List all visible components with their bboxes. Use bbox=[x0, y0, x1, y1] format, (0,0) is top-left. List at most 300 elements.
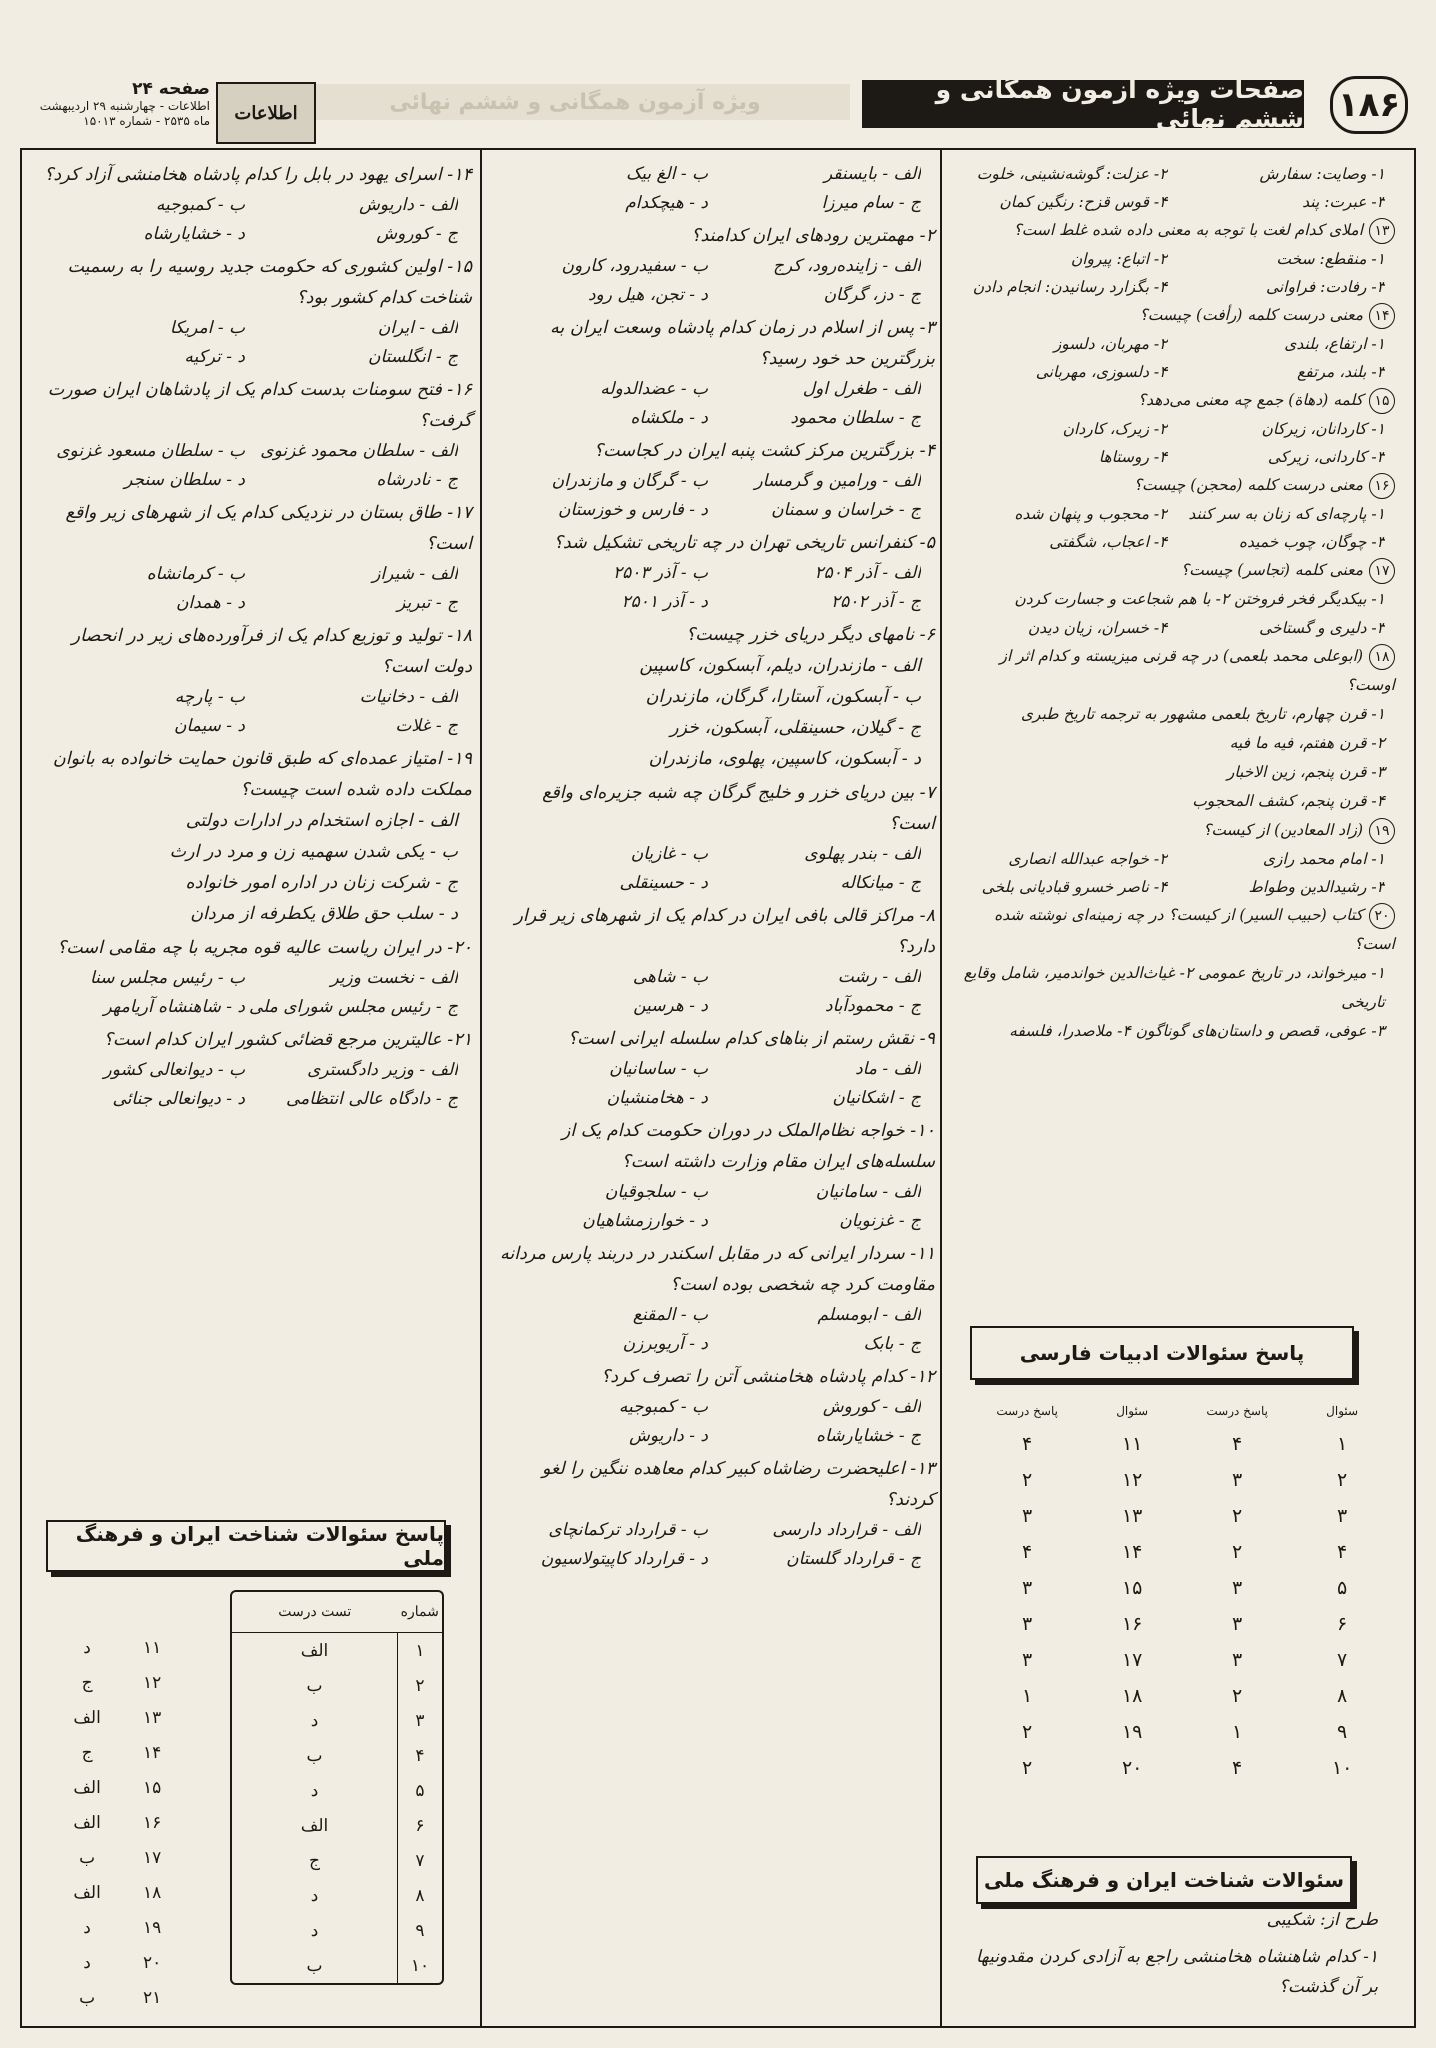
table-cell: ۱ bbox=[1337, 1433, 1348, 1455]
question-item bbox=[495, 1024, 935, 1113]
table-cell: ۱۸ bbox=[1121, 1685, 1143, 1707]
table-cell: ۳ bbox=[1022, 1505, 1033, 1527]
option: ۴- قوس قزح: رنگین کمان bbox=[999, 193, 1168, 211]
question-text: ۲۱- عالیترین مرجع قضائی کشور ایران کدام است؟ bbox=[103, 1030, 472, 1050]
question-item bbox=[495, 313, 935, 433]
iran-questions-title: سئوالات شناخت ایران و فرهنگ ملی bbox=[976, 1856, 1352, 1904]
option-row bbox=[950, 443, 1395, 471]
option: د - فارس و خوزستان bbox=[558, 500, 708, 520]
question-item bbox=[495, 160, 935, 218]
table-cell: د bbox=[83, 1637, 91, 1658]
option-line: ۱- میرخواند، در تاریخ عمومی ۲- غیاث‌الدین خواندمیر، شامل وقایع تاریخی bbox=[963, 964, 1385, 1011]
question-text: ۱۰- خواجه نظام‌الملک در دوران حکومت کدام یک از سلسله‌های ایران مقام وزارت داشته است؟ bbox=[561, 1121, 935, 1172]
table-cell: ب bbox=[306, 1675, 323, 1696]
designer-credit: طرح از: شکیبی bbox=[1266, 1910, 1378, 1930]
table-cell: ۴ bbox=[1232, 1757, 1243, 1779]
option-grid bbox=[32, 1056, 472, 1114]
table-cell: ۲ bbox=[1022, 1757, 1033, 1779]
option: ج - سلطان محمود bbox=[790, 408, 921, 428]
question-text: ۸- مراکز قالی بافی ایران در کدام یک از شهرهای زیر قرار دارد؟ bbox=[514, 906, 935, 957]
table-cell: د bbox=[83, 1917, 91, 1938]
column-divider bbox=[940, 150, 942, 2026]
option-grid bbox=[32, 964, 472, 1022]
question-item bbox=[495, 901, 935, 1021]
option-line: ب - آبسکون، آستارا، گرگان، مازندران bbox=[645, 687, 921, 707]
question-item bbox=[950, 301, 1395, 330]
option-row bbox=[950, 188, 1395, 216]
option: ۴- خسران، زیان دیدن bbox=[1027, 619, 1168, 637]
table-cell: د bbox=[83, 1952, 91, 1973]
column-divider bbox=[480, 150, 482, 2026]
table-cell: الف bbox=[300, 1640, 329, 1661]
option: الف - طغرل اول bbox=[802, 379, 921, 399]
literature-answers-table bbox=[958, 1396, 1378, 1786]
middle-column-questions bbox=[495, 160, 935, 1577]
option: ج - تبریز bbox=[397, 593, 458, 613]
question-number: ۱۴ bbox=[1369, 303, 1395, 329]
option: ب - المقنع bbox=[632, 1305, 708, 1325]
table-cell: ۱۲ bbox=[142, 1672, 162, 1693]
option: ۱- منقطع: سخت bbox=[1276, 250, 1385, 268]
table-row bbox=[958, 1642, 1378, 1678]
option: ۳- بلند، مرتفع bbox=[1297, 363, 1385, 381]
table-row bbox=[958, 1534, 1378, 1570]
option-line: ۱- قرن چهارم، تاریخ بلعمی مشهور به ترجمه تاریخ طبری bbox=[1020, 705, 1385, 723]
option-grid bbox=[32, 560, 472, 618]
page-label: صفحه ۲۴ bbox=[132, 79, 210, 99]
option: د - آذر ۲۵۰۱ bbox=[621, 592, 708, 612]
option: ۲- عزلت: گوشه‌نشینی، خلوت bbox=[976, 165, 1168, 183]
option: ج - محمودآباد bbox=[825, 996, 921, 1016]
question-text: معنی درست کلمه (رأفت) چیست؟ bbox=[1139, 306, 1363, 324]
table-header: تست درست bbox=[232, 1592, 398, 1633]
option: ج - قرارداد گلستان bbox=[786, 1549, 921, 1569]
table-cell: ۳ bbox=[1232, 1469, 1243, 1491]
table-cell: ۱۱ bbox=[1121, 1433, 1143, 1455]
option: د - خشایارشاه bbox=[143, 224, 245, 244]
table-row bbox=[232, 1913, 442, 1948]
table-row bbox=[48, 1700, 178, 1735]
option: ج - اشکانیان bbox=[832, 1088, 921, 1108]
option: ب - پارچه bbox=[174, 687, 245, 707]
question-item bbox=[495, 1362, 935, 1451]
table-cell: د bbox=[310, 1885, 319, 1906]
issue-line-2: ماه ۲۵۳۵ - شماره ۱۵۰۱۳ bbox=[83, 114, 210, 128]
option: ب - دیوانعالی کشور bbox=[103, 1060, 245, 1080]
table-cell: ۲ bbox=[1022, 1469, 1033, 1491]
option: ۲- اتباع: پیروان bbox=[1070, 250, 1168, 268]
table-cell: ۱۶ bbox=[1121, 1613, 1143, 1635]
option-row bbox=[950, 358, 1395, 386]
option-line: الف - مازندران، دیلم، آبسکون، کاسپین bbox=[639, 656, 921, 676]
question-text: کلمه (دهاة) جمع چه معنی می‌دهد؟ bbox=[1137, 391, 1363, 409]
table-cell: ۱۰ bbox=[1331, 1757, 1353, 1779]
option: ۴- ناصر خسرو قبادیانی بلخی bbox=[981, 878, 1168, 896]
table-row bbox=[958, 1714, 1378, 1750]
table-cell: ۱۹ bbox=[142, 1917, 162, 1938]
option-line: ج - گیلان، حسینقلی، آبسکون، خزر bbox=[670, 718, 921, 738]
table-cell: ۹ bbox=[1337, 1721, 1348, 1743]
table-cell: ۲ bbox=[1337, 1469, 1348, 1491]
option: ب - کمبوجیه bbox=[155, 195, 245, 215]
table-cell: ۳ bbox=[1022, 1649, 1033, 1671]
option: الف - ورامین و گرمسار bbox=[754, 471, 921, 491]
option: د - شاهنشاه آریامهر bbox=[103, 997, 245, 1017]
table-cell: ۴ bbox=[1232, 1433, 1243, 1455]
option: ج - بابک bbox=[863, 1334, 921, 1354]
question-number: ۱۹ bbox=[1369, 818, 1395, 844]
table-cell: ۱ bbox=[398, 1633, 443, 1669]
question-number: ۱۸ bbox=[1369, 644, 1395, 670]
option: ۱- ارتفاع، بلندی bbox=[1284, 335, 1385, 353]
table-cell: ۴ bbox=[1337, 1541, 1348, 1563]
option-line: ب - یکی شدن سهمیه زن و مرد در ارث bbox=[169, 842, 458, 862]
option-grid bbox=[495, 467, 935, 525]
table-cell: ۲ bbox=[1022, 1721, 1033, 1743]
issue-line-1: اطلاعات - چهارشنبه ۲۹ اردیبهشت bbox=[39, 99, 210, 113]
option: ب - قرارداد ترکمانچای bbox=[548, 1520, 708, 1540]
option-line: د - آبسکون، کاسپین، پهلوی، مازندران bbox=[648, 749, 921, 769]
option: الف - ماد bbox=[855, 1059, 921, 1079]
table-row bbox=[232, 1668, 442, 1703]
option: د - سیمان bbox=[174, 716, 245, 736]
table-cell: ۱۴ bbox=[142, 1742, 162, 1763]
table-header: پاسخ درست bbox=[1206, 1404, 1268, 1418]
right-column-questions bbox=[950, 160, 1395, 1330]
option: ۳- عبرت: پند bbox=[1302, 193, 1385, 211]
table-cell: ۱۵ bbox=[142, 1777, 162, 1798]
question-item bbox=[950, 556, 1395, 585]
option: الف - سامانیان bbox=[815, 1182, 921, 1202]
table-cell: ۱۴ bbox=[1121, 1541, 1143, 1563]
option-line: ۲- قرن هفتم، فیه ما فیه bbox=[1229, 734, 1385, 752]
question-text: ۴- بزرگترین مرکز کشت پنبه ایران در کجاست؟ bbox=[593, 441, 935, 461]
page-number-badge: ۱۸۶ bbox=[1330, 76, 1408, 134]
option: الف - رشت bbox=[837, 967, 921, 987]
question-item bbox=[495, 1239, 935, 1359]
question-item bbox=[32, 498, 472, 618]
table-row bbox=[232, 1773, 442, 1808]
question-number: ۱۷ bbox=[1369, 558, 1395, 584]
option: ۴- دلسوزی، مهربانی bbox=[1035, 363, 1168, 381]
option: ۲- خواجه عبدالله انصاری bbox=[1008, 850, 1168, 868]
table-cell: ۱۷ bbox=[142, 1847, 162, 1868]
faint-title: ویژه آزمون همگانی و ششم نهائی bbox=[300, 84, 850, 120]
table-row bbox=[958, 1678, 1378, 1714]
option: ۳- رفادت: فراوانی bbox=[1265, 278, 1385, 296]
option: ج - انگلستان bbox=[368, 347, 458, 367]
table-row bbox=[232, 1703, 442, 1738]
question-text: ۷- بین دریای خزر و خلیج گرگان چه شبه جزیره‌ای واقع است؟ bbox=[542, 783, 935, 834]
question-item bbox=[950, 386, 1395, 415]
option: الف - زاینده‌رود، کرج bbox=[772, 256, 921, 276]
option: الف - ایران bbox=[377, 318, 458, 338]
question-text: ۱۳- اعلیحضرت رضاشاه کبیر کدام معاهده ننگین را لغو کردند؟ bbox=[541, 1459, 935, 1510]
option-grid bbox=[32, 437, 472, 495]
question-text: ۶- نامهای دیگر دریای خزر چیست؟ bbox=[685, 625, 935, 645]
question-text: معنی درست کلمه (محجن) چیست؟ bbox=[1133, 476, 1363, 494]
option-grid bbox=[32, 314, 472, 372]
option-line: ۳- عوفی، قصص و داستان‌های گوناگون ۴- ملاصدرا، فلسفه bbox=[1009, 1022, 1385, 1040]
option: الف - نخست وزیر bbox=[330, 968, 458, 988]
table-cell: ۷ bbox=[398, 1843, 443, 1878]
question-text: ۱۵- اولین کشوری که حکومت جدید روسیه را به رسمیت شناخت کدام کشور بود؟ bbox=[67, 257, 472, 308]
iran-answers-table bbox=[36, 1590, 456, 2016]
option: ب - سلجوقیان bbox=[604, 1182, 708, 1202]
option: ب - عضدالدوله bbox=[600, 379, 708, 399]
table-cell: ۳ bbox=[398, 1703, 443, 1738]
option-row bbox=[950, 614, 1395, 642]
option: د - دیوانعالی جنائی bbox=[112, 1089, 245, 1109]
table-header: سئوال bbox=[1326, 1404, 1359, 1418]
option-line: ج - شرکت زنان در اداره امور خانواده bbox=[185, 873, 458, 893]
table-cell: ج bbox=[81, 1742, 93, 1763]
option-row bbox=[950, 160, 1395, 188]
question-text: کتاب (حبیب السیر) از کیست؟ در چه زمینه‌ای نوشته شده است؟ bbox=[994, 906, 1395, 953]
question-text: ۹- نقش رستم از بناهای کدام سلسله ایرانی است؟ bbox=[567, 1029, 935, 1049]
option: د - تجن، هیل رود bbox=[587, 285, 708, 305]
option-grid bbox=[32, 191, 472, 249]
option: د - ترکیه bbox=[184, 347, 245, 367]
option: الف - قرارداد دارسی bbox=[772, 1520, 921, 1540]
option: ج - غزنویان bbox=[839, 1211, 921, 1231]
table-cell: ۵ bbox=[398, 1773, 443, 1808]
question-text: ۵- کنفرانس تاریخی تهران در چه تاریخی تشکیل شد؟ bbox=[553, 533, 935, 553]
question-text: معنی کلمه (تجاسر) چیست؟ bbox=[1180, 561, 1363, 579]
table-cell: د bbox=[310, 1920, 319, 1941]
table-cell: ۶ bbox=[1337, 1613, 1348, 1635]
table-cell: ۱۵ bbox=[1121, 1577, 1143, 1599]
option: ج - دز، گرگان bbox=[823, 285, 921, 305]
option: ب - آذر ۲۵۰۳ bbox=[613, 563, 708, 583]
option-line: د - سلب حق طلاق یکطرفه از مردان bbox=[190, 904, 458, 924]
table-cell: الف bbox=[73, 1707, 101, 1728]
option-grid bbox=[495, 840, 935, 898]
option-row bbox=[950, 330, 1395, 358]
option: ب - سفیدرود، کارون bbox=[561, 256, 708, 276]
question-text: ۱۶- فتح سومنات بدست کدام یک از پادشاهان ایران صورت گرفت؟ bbox=[47, 380, 472, 431]
table-row bbox=[958, 1750, 1378, 1786]
option-line: ۴- قرن پنجم، کشف المحجوب bbox=[1192, 792, 1385, 810]
table-cell: ۱۳ bbox=[1121, 1505, 1143, 1527]
table-cell: الف bbox=[73, 1812, 101, 1833]
table-row bbox=[958, 1426, 1378, 1462]
table-row bbox=[48, 1910, 178, 1945]
option-grid bbox=[495, 1055, 935, 1113]
option: ۳- کاردانی، زیرکی bbox=[1267, 448, 1385, 466]
table-cell: ۱۲ bbox=[1121, 1469, 1143, 1491]
question-text: ۱۷- طاق بستان در نزدیکی کدام یک از شهرهای زیر واقع است؟ bbox=[65, 503, 472, 554]
option: د - آریوبرزن bbox=[622, 1334, 708, 1354]
question-text: املای کدام لغت با توجه به معنی داده شده غلط است؟ bbox=[1013, 221, 1363, 239]
option: ج - غلات bbox=[395, 716, 458, 736]
table-cell: ۳ bbox=[1232, 1649, 1243, 1671]
table-cell: ۱۶ bbox=[142, 1812, 162, 1833]
table-header: شماره bbox=[398, 1592, 443, 1633]
table-cell: ۲ bbox=[1232, 1685, 1243, 1707]
question-item: ۱- کدام شاهنشاه هخامنشی راجع به آزادی کردن مقدونیها بر آن گذشت؟ bbox=[976, 1947, 1378, 1997]
table-cell: ۹ bbox=[398, 1913, 443, 1948]
option-row bbox=[950, 415, 1395, 443]
option: ۴- بگزارد رسانیدن: انجام دادن bbox=[972, 278, 1168, 296]
table-cell: ۱۱ bbox=[142, 1637, 162, 1658]
question-text: ۲۰- در ایران ریاست عالیه قوه مجریه با چه مقامی است؟ bbox=[56, 938, 472, 958]
table-cell: ۴ bbox=[1022, 1433, 1033, 1455]
option-line: ۳- قرن پنجم، زین الاخبار bbox=[1226, 763, 1385, 781]
option: د - داریوش bbox=[629, 1426, 708, 1446]
question-number: ۱۶ bbox=[1369, 473, 1395, 499]
option-grid bbox=[495, 559, 935, 617]
option-grid bbox=[495, 375, 935, 433]
question-item bbox=[495, 778, 935, 898]
option: ج - رئیس مجلس شورای ملی bbox=[248, 997, 458, 1017]
option-grid bbox=[495, 160, 935, 218]
table-cell: ۳ bbox=[1337, 1505, 1348, 1527]
option: د - هرسین bbox=[633, 996, 708, 1016]
table-cell: ج bbox=[309, 1850, 320, 1871]
table-row bbox=[48, 1735, 178, 1770]
option: د - ملکشاه bbox=[630, 408, 708, 428]
table-cell: ج bbox=[81, 1672, 93, 1693]
option: الف - ابومسلم bbox=[817, 1305, 921, 1325]
question-item bbox=[950, 216, 1395, 245]
option: ۲- مهربان، دلسوز bbox=[1053, 335, 1168, 353]
table-cell: ۲ bbox=[1232, 1505, 1243, 1527]
question-text: ۱۲- کدام پادشاه هخامنشی آتن را تصرف کرد؟ bbox=[600, 1367, 935, 1387]
question-item bbox=[32, 933, 472, 1022]
table-cell: ب bbox=[79, 1987, 96, 2008]
question-item bbox=[32, 252, 472, 372]
table-cell: ۱۳ bbox=[142, 1707, 162, 1728]
option: ۱- وصایت: سفارش bbox=[1259, 165, 1385, 183]
option: ۱- پارچه‌ای که زنان به سر کنند bbox=[1188, 505, 1385, 523]
table-cell: ۵ bbox=[1337, 1577, 1348, 1599]
table-row bbox=[232, 1878, 442, 1913]
table-cell: ۲ bbox=[398, 1668, 443, 1703]
question-item bbox=[495, 620, 935, 775]
question-text: ۱۹- امتیاز عمده‌ای که طبق قانون حمایت خانواده به بانوان مملکت داده شده است چیست؟ bbox=[52, 749, 472, 800]
iran-answers-title: پاسخ سئوالات شناخت ایران و فرهنگ ملی bbox=[46, 1520, 446, 1572]
question-text: ۱۴- اسرای یهود در بابل را کدام پادشاه هخامنشی آزاد کرد؟ bbox=[44, 165, 472, 185]
table-cell: ۱۷ bbox=[1121, 1649, 1143, 1671]
table-cell: ۲۱ bbox=[142, 1987, 162, 2008]
table-cell: الف bbox=[300, 1815, 329, 1836]
page-title: صفحات ویژه آزمون همگانی و ششم نهائی bbox=[862, 80, 1304, 128]
table-cell: ۸ bbox=[398, 1878, 443, 1913]
option: ج - آذر ۲۵۰۲ bbox=[831, 592, 921, 612]
option: ۲- زیرک، کاردان bbox=[1062, 420, 1168, 438]
option-grid bbox=[32, 683, 472, 741]
question-text: ۱۸- تولید و توزیع کدام یک از فرآورده‌های زیر در انحصار دولت است؟ bbox=[71, 626, 472, 677]
table-cell: ب bbox=[79, 1847, 96, 1868]
option: ب - غازیان bbox=[630, 844, 708, 864]
option-grid bbox=[495, 1301, 935, 1359]
literature-answers-title: پاسخ سئوالات ادبیات فارسی bbox=[970, 1326, 1354, 1380]
option-row bbox=[950, 273, 1395, 301]
option: د - قرارداد کاپیتولاسیون bbox=[540, 1549, 708, 1569]
option: ج - میانکاله bbox=[840, 873, 921, 893]
iran-answers-side bbox=[48, 1630, 178, 2015]
issue-info bbox=[20, 79, 210, 129]
table-row bbox=[48, 1805, 178, 1840]
question-text: ۱۱- سردار ایرانی که در مقابل اسکندر در دربند پارس مردانه مقاومت کرد چه شخصی بوده است؟ bbox=[499, 1244, 935, 1295]
option-line: ۱- بیکدیگر فخر فروختن ۲- با هم شجاعت و جسارت کردن bbox=[1014, 590, 1385, 608]
option: ب - رئیس مجلس سنا bbox=[89, 968, 245, 988]
option: ج - کوروش bbox=[376, 224, 458, 244]
option: ج - خراسان و سمنان bbox=[771, 500, 921, 520]
option-row bbox=[950, 845, 1395, 873]
option: الف - وزیر دادگستری bbox=[307, 1060, 458, 1080]
option: ۳- چوگان، چوب خمیده bbox=[1238, 533, 1385, 551]
option: الف - کوروش bbox=[822, 1397, 921, 1417]
question-item bbox=[495, 436, 935, 525]
option: ب - گرگان و مازندران bbox=[551, 471, 708, 491]
option: ج - خشایارشاه bbox=[816, 1426, 921, 1446]
table-cell: الف bbox=[73, 1777, 101, 1798]
question-item bbox=[495, 1116, 935, 1236]
table-cell: ۱۸ bbox=[142, 1882, 162, 1903]
option: ب - شاهی bbox=[632, 967, 708, 987]
option: ب - کمبوجیه bbox=[618, 1397, 708, 1417]
question-item bbox=[32, 375, 472, 495]
option-line: الف - اجازه استخدام در ادارات دولتی bbox=[185, 811, 458, 831]
table-row bbox=[48, 1875, 178, 1910]
table-cell: ۴ bbox=[398, 1738, 443, 1773]
option: الف - بندر پهلوی bbox=[804, 844, 921, 864]
option: ۴- روستاها bbox=[1098, 448, 1168, 466]
option: ج - دادگاه عالی انتظامی bbox=[285, 1089, 458, 1109]
iran-questions-intro bbox=[958, 1910, 1378, 2002]
question-item bbox=[495, 1454, 935, 1574]
option: الف - دخانیات bbox=[359, 687, 458, 707]
option: ج - سام میرزا bbox=[821, 193, 921, 213]
table-row bbox=[232, 1633, 442, 1669]
question-item bbox=[495, 221, 935, 310]
question-item bbox=[950, 471, 1395, 500]
option-row bbox=[950, 245, 1395, 273]
question-item bbox=[32, 621, 472, 741]
question-item bbox=[950, 901, 1395, 959]
table-cell: ۲۰ bbox=[1121, 1757, 1143, 1779]
table-cell: ۶ bbox=[398, 1808, 443, 1843]
option: الف - سلطان محمود غزنوی bbox=[260, 441, 458, 461]
table-cell: ۱۹ bbox=[1121, 1721, 1143, 1743]
option-row bbox=[950, 873, 1395, 901]
table-row bbox=[958, 1570, 1378, 1606]
option: ۱- امام محمد رازی bbox=[1262, 850, 1385, 868]
option: د - هیچکدام bbox=[625, 193, 708, 213]
table-cell: ۳ bbox=[1232, 1613, 1243, 1635]
question-text: (زاد المعادین) از کیست؟ bbox=[1203, 821, 1363, 839]
left-column-questions bbox=[32, 160, 472, 1500]
table-cell: د bbox=[310, 1710, 319, 1731]
table-cell: الف bbox=[73, 1882, 101, 1903]
table-row bbox=[48, 1840, 178, 1875]
table-cell: ب bbox=[306, 1745, 323, 1766]
table-row bbox=[48, 1945, 178, 1980]
question-text: ۲- مهمترین رودهای ایران کدامند؟ bbox=[691, 226, 935, 246]
option-grid bbox=[495, 963, 935, 1021]
question-item bbox=[495, 528, 935, 617]
option: ب - کرمانشاه bbox=[146, 564, 245, 584]
question-item bbox=[950, 816, 1395, 845]
option-grid bbox=[495, 1516, 935, 1574]
option-grid bbox=[495, 252, 935, 310]
question-number: ۱۵ bbox=[1369, 388, 1395, 414]
option: ب - امریکا bbox=[169, 318, 245, 338]
option-row bbox=[950, 500, 1395, 528]
table-cell: ب bbox=[306, 1955, 323, 1976]
